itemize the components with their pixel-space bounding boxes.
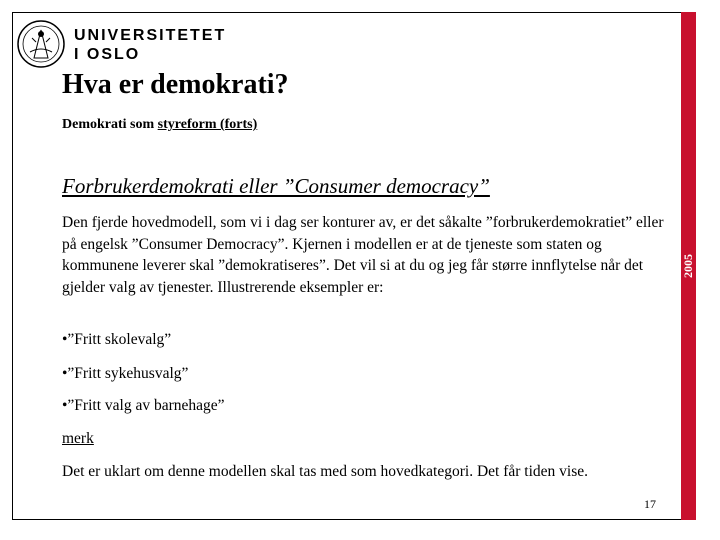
section-heading: Forbrukerdemokrati eller ”Consumer democracy”: [62, 174, 490, 198]
slide-subtitle: [62, 117, 257, 133]
university-name-line1: UNIVERSITETET: [74, 27, 227, 44]
slide-title: Hva er demokrati?: [62, 69, 289, 100]
body-text: Den fjerde hovedmodell, som vi i dag ser konturer av, er det såkalte ”forbrukerdemokratiet” eller på engelsk ”Consumer Democracy”. Kjernen i modellen er at de tjeneste som staten og kommunene leverer skal ”demokratiseres”. Det vil si at du og jeg får større innflytelse når det gjelder valg av tjenester. Illustrerende eksempler er:: [62, 214, 664, 296]
university-seal-icon: [16, 18, 66, 70]
closing-text: Det er uklart om denne modellen skal tas med som hovedkategori. Det får tiden vise.: [62, 463, 588, 480]
merk-link[interactable]: merk: [62, 430, 94, 447]
subtitle-prefix: Demokrati som: [62, 117, 158, 132]
university-name-line2: I OSLO: [74, 46, 141, 63]
page-number: 17: [644, 497, 656, 511]
university-name: [74, 26, 226, 64]
body-paragraph: [62, 212, 676, 298]
example-item: •”Fritt sykehusvalg”: [62, 365, 189, 382]
example-item: •”Fritt valg av barnehage”: [62, 397, 225, 414]
subtitle-underlined: styreform (forts): [157, 117, 258, 132]
side-year-label: 2005: [681, 254, 695, 278]
example-item: •”Fritt skolevalg”: [62, 331, 172, 348]
